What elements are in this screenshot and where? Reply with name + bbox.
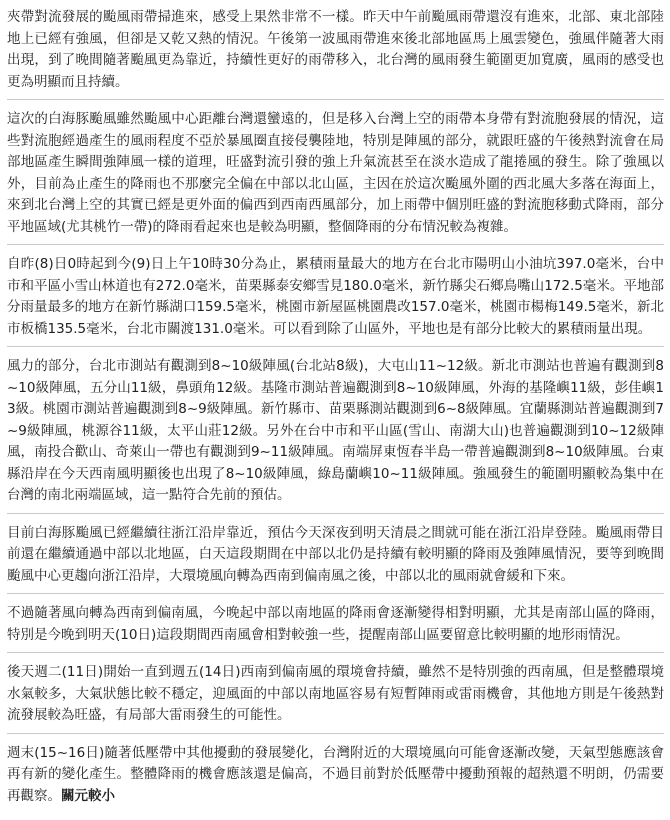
paragraph-weekend-bold-tail: 關元較小 [61,787,115,804]
article-body [7,5,664,820]
paragraph-typhoon-rainband-intro: 夾帶對流發展的颱風雨帶掃進來，感受上果然非常不一樣。昨天中午前颱風雨帶還沒有進來，北部、東北部陸地上已經有強風，但卻是又乾又熱的情況。午後第一波風雨帶進來後北部地區馬上風雲變色，強風伴隨著大雨出現，到了晚間隨著颱風更為靠近，持續性更好的雨帶移入，北台灣的風雨發生範圍更加寬廣，風雨的感受也更為明顯而且持續。 [7,5,664,100]
paragraph-southern-rain: 不過隨著風向轉為西南到偏南風，今晚起中部以南地區的降雨會逐漸變得相對明顯，尤其是南部山區的降雨，特別是今晚到明天(10日)這段期間西南風會相對較強一些，提醒南部山區要留意比較明顯的地形雨情況。 [7,601,664,653]
paragraph-weekend-text: 週末(15~16日)隨著低壓帶中其他擾動的發展變化，台灣附近的大環境風向可能會逐漸改變，天氣型態應該會再有新的變化產生。整體降雨的機會應該還是偏高，不過目前對於低壓帶中擾動預報的超熱還不明朗，仍需要再觀察。 [7,744,664,804]
paragraph-rainfall-totals: 自昨(8)日0時起到今(9)日上午10時30分為止，累積雨量最大的地方在台北市陽明山小油坑397.0毫米，台中市和平區小雪山林道也有272.0毫米，苗栗縣泰安鄉雪見180.0毫米，新竹縣尖石鄉鳥嘴山172.5毫米。平地部分雨量最多的地方在新竹縣湖口159.5毫米，桃園市新屋區桃園農改157.0毫米，桃園市楊梅149.5毫米，新北市板橋135.5毫米，台北市關渡131.0毫米。可以看到除了山區外，平地也是有部分比較大的累積雨量出現。 [7,252,664,347]
paragraph-convective-cells: 這次的白海豚颱風雖然颱風中心距離台灣還蠻遠的，但是移入台灣上空的雨帶本身帶有對流胞發展的情況，這些對流胞經過產生的風雨程度不亞於暴風圈直接侵襲陸地，特別是陣風的部分，就跟旺盛的午後熱對流會在局部地區產生瞬間強陣風一樣的道理，旺盛對流引發的強上升氣流甚至在淡水造成了龍捲風的發生。除了強風以外，目前為止產生的降雨也不那麼完全偏在中部以北山區，主因在於這次颱風外圍的西北風大多落在海面上，來到北台灣上空的其實已經是更外面的偏西到西南西風部分，加上雨帶中個別旺盛的對流胞移動式降雨，部分平地區域(尤其桃竹一帶)的降雨看起來也是較為明顯，整個降雨的分布情況較為複雜。 [7,107,664,245]
paragraph-weekend-outlook [7,741,664,814]
paragraph-typhoon-track: 目前白海豚颱風已經繼續往浙江沿岸靠近，預估今天深夜到明天清晨之間就可能在浙江沿岸登陸。颱風雨帶目前還在繼續通過中部以北地區，白天這段期間在中部以北仍是持續有較明顯的降雨及強陣風情況，要等到晚間颱風中心更趨向浙江沿岸，大環境風向轉為西南到偏南風之後，中部以北的風雨就會緩和下來。 [7,521,664,595]
paragraph-wind-observations: 風力的部分，台北市測站有觀測到8~10級陣風(台北站8級)，大屯山11~12級。新北市測站也普遍有觀測到8~10級陣風，五分山11級，鼻頭角12級。基隆市測站普遍觀測到8~10級陣風，外海的基隆嶼11級，彭佳嶼13級。桃園市測站普遍觀測到8~9級陣風。新竹縣市、苗栗縣測站觀測到6~8級陣風。宜蘭縣測站普遍觀測到7~9級陣風，桃源谷11級，太平山莊12級。另外在台中市和平山區(雪山、南湖大山)也普遍觀測到10~12級陣風，南投合歡山、奇萊山一帶也有觀測到9~11級陣風。南端屏東恆春半島一帶普遍觀測到8~10級陣風。台東縣沿岸在今天西南風明顯後也出現了8~10級陣風，綠島蘭嶼10~11級陣風。強風發生的範圍明顯較為集中在台灣的南北兩端區域，這一點符合先前的預估。 [7,354,664,514]
paragraph-weekday-outlook: 後天週二(11日)開始一直到週五(14日)西南到偏南風的環境會持續，雖然不是特別強的西南風，但是整體環境水氣較多，大氣狀態比較不穩定，迎風面的中部以南地區容易有短暫陣雨或雷雨機會，其他地方則是午後熱對流發展較為旺盛，有局部大雷雨發生的可能性。 [7,660,664,734]
